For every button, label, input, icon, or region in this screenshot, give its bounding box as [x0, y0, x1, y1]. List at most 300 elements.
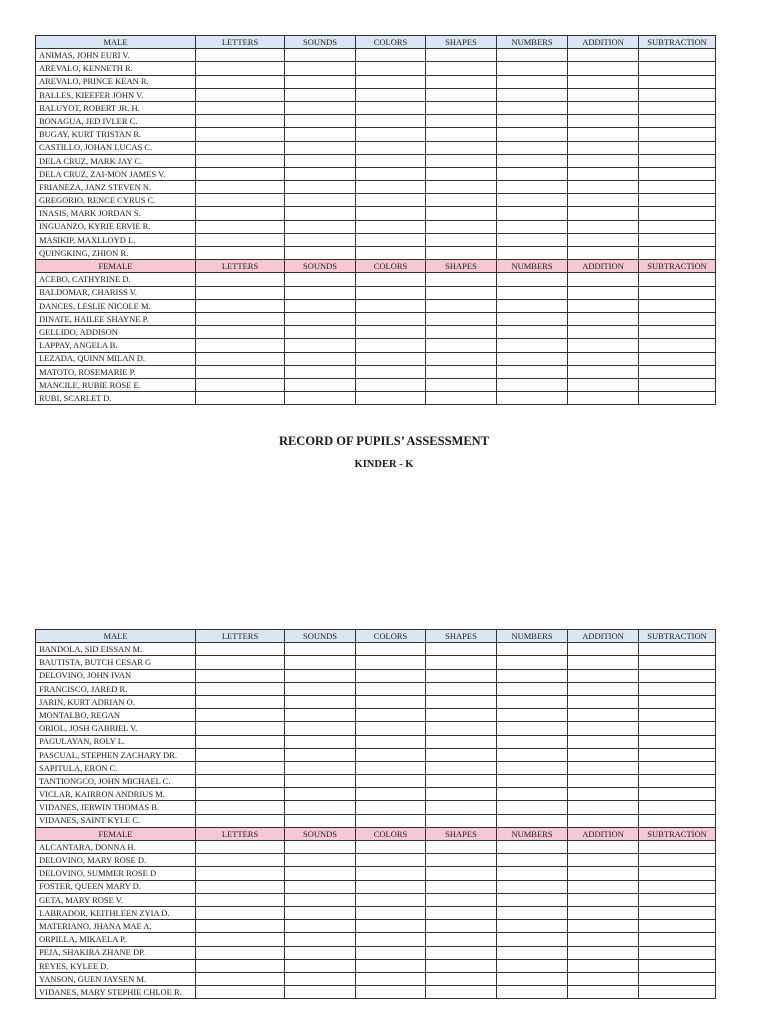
- pupil-name: MANCILE, RUBIE ROSE E.: [36, 378, 196, 391]
- score-cell-subtraction: [639, 920, 716, 933]
- score-cell-shapes: [426, 867, 497, 880]
- score-cell-numbers: [497, 854, 568, 867]
- score-cell-addition: [568, 115, 639, 128]
- score-cell-letters: [196, 788, 285, 801]
- score-cell-colors: [356, 788, 426, 801]
- score-cell-colors: [356, 167, 426, 180]
- score-cell-colors: [356, 761, 426, 774]
- score-cell-letters: [196, 801, 285, 814]
- score-cell-shapes: [426, 775, 497, 788]
- score-cell-colors: [356, 128, 426, 141]
- score-cell-numbers: [497, 814, 568, 827]
- score-cell-letters: [196, 906, 285, 919]
- column-header-subtraction: SUBTRACTION: [639, 827, 716, 840]
- score-cell-numbers: [497, 392, 568, 405]
- score-cell-addition: [568, 273, 639, 286]
- score-cell-numbers: [497, 233, 568, 246]
- female-header: FEMALE: [36, 260, 196, 273]
- score-cell-addition: [568, 735, 639, 748]
- score-cell-shapes: [426, 893, 497, 906]
- score-cell-sounds: [285, 722, 356, 735]
- pupil-name: ALCANTARA, DONNA H.: [36, 841, 196, 854]
- score-cell-colors: [356, 299, 426, 312]
- score-cell-subtraction: [639, 365, 716, 378]
- score-cell-numbers: [497, 352, 568, 365]
- pupil-name: CASTILLO, JOHAN LUCAS C.: [36, 141, 196, 154]
- score-cell-letters: [196, 49, 285, 62]
- pupil-row: [36, 722, 716, 735]
- score-cell-addition: [568, 62, 639, 75]
- column-header-numbers: NUMBERS: [497, 36, 568, 49]
- pupil-name: BUGAY, KURT TRISTAN R.: [36, 128, 196, 141]
- column-header-colors: COLORS: [356, 630, 426, 643]
- pupil-row: [36, 959, 716, 972]
- score-cell-colors: [356, 154, 426, 167]
- pupil-row: [36, 972, 716, 985]
- score-cell-subtraction: [639, 207, 716, 220]
- score-cell-addition: [568, 814, 639, 827]
- score-cell-letters: [196, 972, 285, 985]
- pupil-name: RUBI, SCARLET D.: [36, 392, 196, 405]
- male-header-row: [36, 630, 716, 643]
- score-cell-colors: [356, 75, 426, 88]
- score-cell-subtraction: [639, 339, 716, 352]
- score-cell-addition: [568, 247, 639, 260]
- pupil-name: BALDOMAR, CHARISS V.: [36, 286, 196, 299]
- pupil-row: [36, 352, 716, 365]
- score-cell-colors: [356, 643, 426, 656]
- score-cell-addition: [568, 906, 639, 919]
- column-header-addition: ADDITION: [568, 260, 639, 273]
- pupil-row: [36, 220, 716, 233]
- score-cell-addition: [568, 339, 639, 352]
- score-cell-subtraction: [639, 959, 716, 972]
- score-cell-subtraction: [639, 220, 716, 233]
- pupil-row: [36, 339, 716, 352]
- score-cell-addition: [568, 49, 639, 62]
- score-cell-sounds: [285, 247, 356, 260]
- score-cell-sounds: [285, 669, 356, 682]
- male-header: MALE: [36, 630, 196, 643]
- score-cell-subtraction: [639, 682, 716, 695]
- score-cell-letters: [196, 643, 285, 656]
- score-cell-colors: [356, 946, 426, 959]
- score-cell-letters: [196, 946, 285, 959]
- score-cell-letters: [196, 339, 285, 352]
- pupil-row: [36, 312, 716, 325]
- score-cell-shapes: [426, 788, 497, 801]
- score-cell-colors: [356, 735, 426, 748]
- column-header-numbers: NUMBERS: [497, 827, 568, 840]
- pupil-name: MATERIANO, JHANA MAE A.: [36, 920, 196, 933]
- score-cell-numbers: [497, 959, 568, 972]
- score-cell-sounds: [285, 339, 356, 352]
- score-cell-letters: [196, 933, 285, 946]
- score-cell-subtraction: [639, 643, 716, 656]
- pupil-row: [36, 854, 716, 867]
- score-cell-letters: [196, 194, 285, 207]
- pupil-name: FRANCISCO, JARED R.: [36, 682, 196, 695]
- pupil-name: GETA, MARY ROSE V.: [36, 893, 196, 906]
- score-cell-colors: [356, 695, 426, 708]
- score-cell-addition: [568, 286, 639, 299]
- score-cell-sounds: [285, 154, 356, 167]
- pupil-name: DELA CRUZ, ZAI-MON JAMES V.: [36, 167, 196, 180]
- column-header-colors: COLORS: [356, 260, 426, 273]
- column-header-sounds: SOUNDS: [285, 36, 356, 49]
- score-cell-shapes: [426, 273, 497, 286]
- column-header-shapes: SHAPES: [426, 36, 497, 49]
- pupil-row: [36, 946, 716, 959]
- pupil-row: [36, 933, 716, 946]
- score-cell-shapes: [426, 682, 497, 695]
- score-cell-numbers: [497, 101, 568, 114]
- assessment-table-2: [35, 629, 716, 999]
- score-cell-numbers: [497, 49, 568, 62]
- column-header-letters: LETTERS: [196, 260, 285, 273]
- pupil-row: [36, 115, 716, 128]
- score-cell-shapes: [426, 194, 497, 207]
- score-cell-colors: [356, 378, 426, 391]
- score-cell-subtraction: [639, 867, 716, 880]
- score-cell-addition: [568, 167, 639, 180]
- score-cell-shapes: [426, 88, 497, 101]
- pupil-row: [36, 154, 716, 167]
- score-cell-shapes: [426, 761, 497, 774]
- score-cell-sounds: [285, 75, 356, 88]
- column-header-subtraction: SUBTRACTION: [639, 260, 716, 273]
- score-cell-subtraction: [639, 392, 716, 405]
- score-cell-subtraction: [639, 128, 716, 141]
- pupil-row: [36, 326, 716, 339]
- score-cell-numbers: [497, 986, 568, 999]
- score-cell-sounds: [285, 972, 356, 985]
- score-cell-letters: [196, 682, 285, 695]
- score-cell-letters: [196, 88, 285, 101]
- score-cell-sounds: [285, 299, 356, 312]
- score-cell-colors: [356, 959, 426, 972]
- score-cell-shapes: [426, 841, 497, 854]
- column-header-sounds: SOUNDS: [285, 827, 356, 840]
- score-cell-letters: [196, 75, 285, 88]
- score-cell-addition: [568, 128, 639, 141]
- score-cell-colors: [356, 801, 426, 814]
- score-cell-numbers: [497, 299, 568, 312]
- score-cell-subtraction: [639, 88, 716, 101]
- score-cell-numbers: [497, 167, 568, 180]
- score-cell-letters: [196, 141, 285, 154]
- score-cell-subtraction: [639, 880, 716, 893]
- pupil-name: DELA CRUZ, MARK JAY C.: [36, 154, 196, 167]
- score-cell-shapes: [426, 365, 497, 378]
- score-cell-addition: [568, 946, 639, 959]
- pupil-row: [36, 986, 716, 999]
- pupil-name: DELOVINO, JOHN IVAN: [36, 669, 196, 682]
- pupil-row: [36, 893, 716, 906]
- score-cell-numbers: [497, 880, 568, 893]
- pupil-row: [36, 669, 716, 682]
- pupil-row: [36, 49, 716, 62]
- score-cell-addition: [568, 392, 639, 405]
- score-cell-subtraction: [639, 854, 716, 867]
- pupil-name: SAPITULA, ERON C.: [36, 761, 196, 774]
- pupil-row: [36, 62, 716, 75]
- score-cell-addition: [568, 365, 639, 378]
- score-cell-sounds: [285, 735, 356, 748]
- pupil-name: AREVALO, PRINCE KEAN R.: [36, 75, 196, 88]
- score-cell-colors: [356, 286, 426, 299]
- pupil-row: [36, 880, 716, 893]
- score-cell-shapes: [426, 972, 497, 985]
- pupil-row: [36, 788, 716, 801]
- table-body: [36, 630, 716, 999]
- pupil-row: [36, 101, 716, 114]
- score-cell-colors: [356, 709, 426, 722]
- score-cell-subtraction: [639, 352, 716, 365]
- score-cell-sounds: [285, 207, 356, 220]
- score-cell-letters: [196, 312, 285, 325]
- score-cell-sounds: [285, 312, 356, 325]
- score-cell-shapes: [426, 392, 497, 405]
- score-cell-letters: [196, 286, 285, 299]
- score-cell-sounds: [285, 854, 356, 867]
- pupil-row: [36, 141, 716, 154]
- score-cell-numbers: [497, 115, 568, 128]
- score-cell-subtraction: [639, 814, 716, 827]
- score-cell-shapes: [426, 735, 497, 748]
- score-cell-numbers: [497, 643, 568, 656]
- score-cell-shapes: [426, 101, 497, 114]
- score-cell-subtraction: [639, 709, 716, 722]
- score-cell-shapes: [426, 75, 497, 88]
- column-header-numbers: NUMBERS: [497, 260, 568, 273]
- score-cell-addition: [568, 959, 639, 972]
- column-header-subtraction: SUBTRACTION: [639, 630, 716, 643]
- score-cell-letters: [196, 273, 285, 286]
- column-header-numbers: NUMBERS: [497, 630, 568, 643]
- pupil-name: PAGULAYAN, ROLY L.: [36, 735, 196, 748]
- score-cell-shapes: [426, 709, 497, 722]
- pupil-row: [36, 181, 716, 194]
- score-cell-subtraction: [639, 695, 716, 708]
- score-cell-letters: [196, 669, 285, 682]
- score-cell-colors: [356, 986, 426, 999]
- score-cell-sounds: [285, 62, 356, 75]
- score-cell-subtraction: [639, 788, 716, 801]
- score-cell-colors: [356, 352, 426, 365]
- score-cell-addition: [568, 893, 639, 906]
- score-cell-numbers: [497, 88, 568, 101]
- page-title: RECORD OF PUPILS’ ASSESSMENT: [278, 434, 490, 448]
- score-cell-letters: [196, 735, 285, 748]
- score-cell-addition: [568, 669, 639, 682]
- score-cell-colors: [356, 748, 426, 761]
- score-cell-letters: [196, 854, 285, 867]
- score-cell-shapes: [426, 167, 497, 180]
- score-cell-subtraction: [639, 141, 716, 154]
- score-cell-colors: [356, 775, 426, 788]
- score-cell-colors: [356, 181, 426, 194]
- score-cell-numbers: [497, 946, 568, 959]
- score-cell-colors: [356, 920, 426, 933]
- score-cell-letters: [196, 880, 285, 893]
- score-cell-sounds: [285, 880, 356, 893]
- score-cell-sounds: [285, 378, 356, 391]
- score-cell-letters: [196, 695, 285, 708]
- score-cell-colors: [356, 867, 426, 880]
- score-cell-numbers: [497, 735, 568, 748]
- score-cell-shapes: [426, 986, 497, 999]
- score-cell-subtraction: [639, 286, 716, 299]
- male-header-row: [36, 36, 716, 49]
- score-cell-addition: [568, 207, 639, 220]
- score-cell-shapes: [426, 920, 497, 933]
- score-cell-letters: [196, 814, 285, 827]
- score-cell-colors: [356, 273, 426, 286]
- male-header: MALE: [36, 36, 196, 49]
- score-cell-subtraction: [639, 735, 716, 748]
- column-header-colors: COLORS: [356, 36, 426, 49]
- score-cell-shapes: [426, 801, 497, 814]
- score-cell-addition: [568, 299, 639, 312]
- pupil-name: BONAGUA, JED IVLER C.: [36, 115, 196, 128]
- score-cell-addition: [568, 312, 639, 325]
- score-cell-sounds: [285, 682, 356, 695]
- pupil-name: BANDOLA, SID EISSAN M.: [36, 643, 196, 656]
- score-cell-numbers: [497, 748, 568, 761]
- score-cell-subtraction: [639, 167, 716, 180]
- score-cell-shapes: [426, 854, 497, 867]
- score-cell-colors: [356, 194, 426, 207]
- score-cell-numbers: [497, 154, 568, 167]
- score-cell-subtraction: [639, 62, 716, 75]
- score-cell-sounds: [285, 709, 356, 722]
- score-cell-numbers: [497, 775, 568, 788]
- score-cell-subtraction: [639, 194, 716, 207]
- pupil-row: [36, 801, 716, 814]
- pupil-name: BAUTISTA, BUTCH CESAR G: [36, 656, 196, 669]
- pupil-name: PASCUAL, STEPHEN ZACHARY DR.: [36, 748, 196, 761]
- score-cell-letters: [196, 220, 285, 233]
- score-cell-numbers: [497, 247, 568, 260]
- pupil-name: DANCES, LESLIE NICOLE M.: [36, 299, 196, 312]
- score-cell-letters: [196, 867, 285, 880]
- score-cell-numbers: [497, 365, 568, 378]
- score-cell-subtraction: [639, 326, 716, 339]
- score-cell-letters: [196, 986, 285, 999]
- score-cell-addition: [568, 854, 639, 867]
- pupil-name: LABRADOR, KEITHLEEN ZYIA D.: [36, 906, 196, 919]
- score-cell-letters: [196, 775, 285, 788]
- score-cell-colors: [356, 339, 426, 352]
- score-cell-subtraction: [639, 75, 716, 88]
- score-cell-subtraction: [639, 972, 716, 985]
- score-cell-letters: [196, 299, 285, 312]
- score-cell-numbers: [497, 867, 568, 880]
- column-header-letters: LETTERS: [196, 36, 285, 49]
- score-cell-sounds: [285, 695, 356, 708]
- score-cell-addition: [568, 841, 639, 854]
- pupil-row: [36, 247, 716, 260]
- score-cell-sounds: [285, 933, 356, 946]
- female-header-row: [36, 260, 716, 273]
- pupil-name: AREVALO, KENNETH R.: [36, 62, 196, 75]
- score-cell-subtraction: [639, 946, 716, 959]
- score-cell-addition: [568, 972, 639, 985]
- pupil-name: DELOVINO, SUMMER ROSE D: [36, 867, 196, 880]
- score-cell-shapes: [426, 748, 497, 761]
- score-cell-addition: [568, 722, 639, 735]
- score-cell-colors: [356, 207, 426, 220]
- score-cell-sounds: [285, 748, 356, 761]
- pupil-name: GELLIDO, ADDISON: [36, 326, 196, 339]
- score-cell-shapes: [426, 247, 497, 260]
- score-cell-shapes: [426, 339, 497, 352]
- score-cell-numbers: [497, 709, 568, 722]
- pupil-row: [36, 643, 716, 656]
- score-cell-subtraction: [639, 669, 716, 682]
- score-cell-subtraction: [639, 748, 716, 761]
- score-cell-sounds: [285, 946, 356, 959]
- score-cell-addition: [568, 801, 639, 814]
- score-cell-sounds: [285, 801, 356, 814]
- score-cell-shapes: [426, 220, 497, 233]
- pupil-row: [36, 709, 716, 722]
- score-cell-numbers: [497, 207, 568, 220]
- score-cell-colors: [356, 247, 426, 260]
- pupil-row: [36, 748, 716, 761]
- score-cell-addition: [568, 775, 639, 788]
- pupil-row: [36, 194, 716, 207]
- score-cell-subtraction: [639, 247, 716, 260]
- pupil-row: [36, 378, 716, 391]
- pupil-name: REYES, KYLEE D.: [36, 959, 196, 972]
- score-cell-addition: [568, 709, 639, 722]
- score-cell-shapes: [426, 880, 497, 893]
- score-cell-sounds: [285, 893, 356, 906]
- score-cell-sounds: [285, 392, 356, 405]
- score-cell-letters: [196, 709, 285, 722]
- score-cell-letters: [196, 181, 285, 194]
- score-cell-numbers: [497, 181, 568, 194]
- score-cell-colors: [356, 893, 426, 906]
- score-cell-addition: [568, 194, 639, 207]
- score-cell-colors: [356, 722, 426, 735]
- score-cell-addition: [568, 986, 639, 999]
- column-header-letters: LETTERS: [196, 827, 285, 840]
- class-label: KINDER - K: [354, 459, 414, 470]
- pupil-name: MASIKIP, MAXLLOYD L.: [36, 233, 196, 246]
- pupil-row: [36, 392, 716, 405]
- column-header-sounds: SOUNDS: [285, 630, 356, 643]
- score-cell-addition: [568, 220, 639, 233]
- score-cell-colors: [356, 101, 426, 114]
- score-cell-letters: [196, 101, 285, 114]
- score-cell-letters: [196, 128, 285, 141]
- pupil-row: [36, 761, 716, 774]
- pupil-name: FOSTER, QUEEN MARY D.: [36, 880, 196, 893]
- column-header-shapes: SHAPES: [426, 827, 497, 840]
- score-cell-numbers: [497, 933, 568, 946]
- column-header-addition: ADDITION: [568, 630, 639, 643]
- pupil-name: YANSON, GUEN JAYSEN M.: [36, 972, 196, 985]
- pupil-row: [36, 867, 716, 880]
- score-cell-subtraction: [639, 656, 716, 669]
- score-cell-numbers: [497, 920, 568, 933]
- pupil-row: [36, 88, 716, 101]
- score-cell-addition: [568, 101, 639, 114]
- score-cell-numbers: [497, 972, 568, 985]
